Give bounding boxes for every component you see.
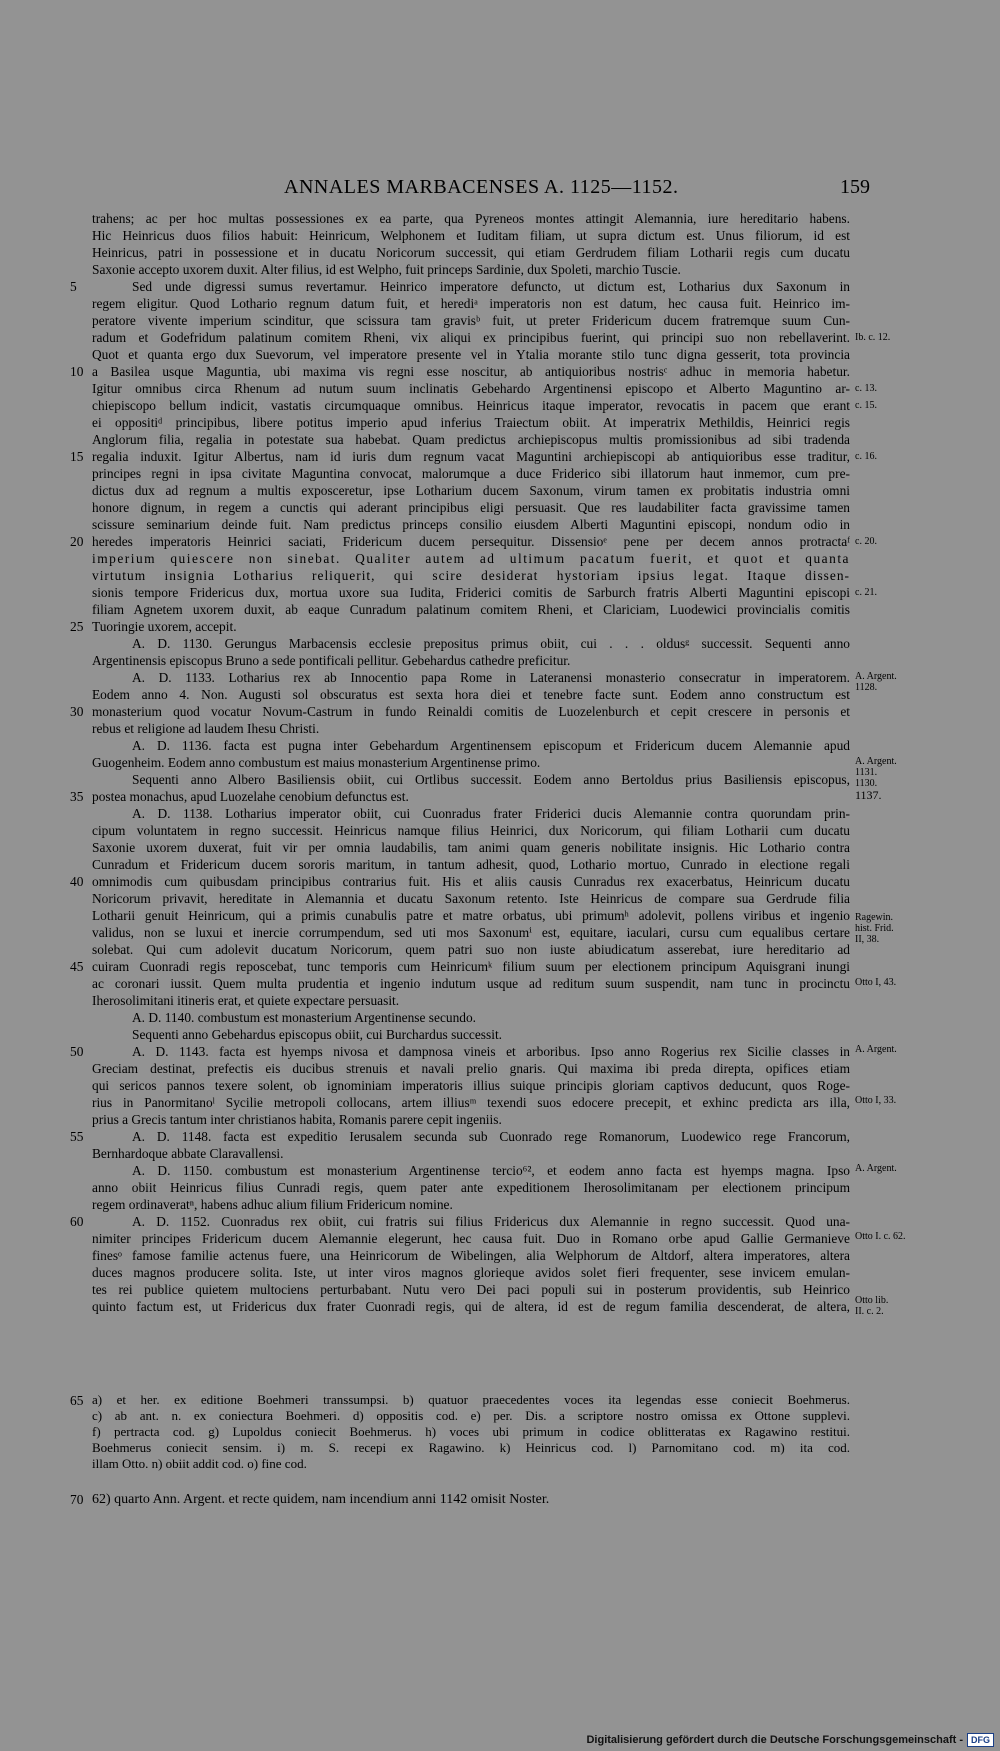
text-line: Sequenti anno Albero Basiliensis obiit, cui Ortlibus successit. Eodem anno Bertoldus prius Basiliensis episcopus, [132,772,850,787]
text-line: Guogenheim. Eodem anno combustum est maius monasterium Argentinense primo. [92,755,541,770]
sidenote: Otto I, 33. [855,1095,897,1106]
sidenote: 1137. [855,788,882,802]
line-number: 20 [70,534,84,549]
text-line: Hic Heinricus duos filios habuit: Heinricum, Welphonem et Iuditam filiam, ut supra dictum est. Unus filiorum, id est [92,228,850,243]
text-line: Tuoringie uxorem, accepit. [92,619,237,634]
text-line: Sed unde digressi sumus revertamur. Heinrico imperatore defuncto, ut dictum est, Lotharius dux Saxonum in [132,279,850,294]
footnote-line: c) ab ant. n. ex coniectura Boehmeri. d) oppositis cod. e) per. Dis. a scriptore nostro omissa ex Ottone supplevi. [92,1408,850,1423]
text-line: ei oppositiᵈ principibus, libere potitus imperio apud inferius Traiectum obiit. At imperatrix Methildis, Heinrici regis [92,415,850,430]
line-number: 50 [70,1044,84,1059]
credit-text: Digitalisierung gefördert durch die Deutsche Forschungsgemeinschaft - [586,1734,963,1746]
sidenote: c. 20. [855,536,877,547]
text-line: finesᵒ famose familie actenus fuere, una Heinricorum de Wibelingen, alia Welphorum de Altdorf, altera imperatores, altera [92,1248,850,1263]
line-number: 65 [70,1393,84,1408]
footnote-line: a) et her. ex editione Boehmeri transsumpsi. b) quatuor praecedentes voces ita legendas esse coniecit Boehmerus. [92,1392,850,1407]
text-line: omnimodis cum quibusdam principibus contrarius fuit. His et aliis causis Cunradus rex exacerbatus, Heinricum ducatu [92,874,850,889]
text-line: Lotharii genuit Heinricum, qui a primis cunabulis patre et matre orbatus, ubi primumʰ adolevit, pollens viribus et ingenio [92,908,850,923]
text-line: Quot et quanta ergo dux Suevorum, vel imperatore presente vel in Ytalia morante stilo tunc digna gesserit, tota provincia [92,347,850,362]
text-line: A. D. 1140. combustum est monasterium Argentinense secundo. [132,1010,477,1025]
text-line: validus, non se luxui et inercie corrumpendum, sed uti mos Saxonumⁱ est, equitare, iaculari, cursu cum equalibus certare [92,925,850,940]
sidenote: A. Argent. 1131. 1130. [855,756,897,789]
line-number: 30 [70,704,84,719]
text-line: postea monachus, apud Luozelahe cenobium defunctus est. [92,789,409,804]
text-line: Anglorum filia, regalia in potestate sua habebat. Quam predictus archiepiscopus multis promissionibus ad sibi tradenda [92,432,850,447]
text-line: A. D. 1133. Lotharius rex ab Innocentio papa Rome in Lateranensi monasterio consecratur in imperatorem. [132,670,850,685]
text-line: imperium quiescere non sinebat. Qualiter autem ad ultimum pacatum fuerit, et quot et quanta [92,551,850,566]
text-line: A. D. 1150. combustum est monasterium Argentinense tercio⁶², et eodem anno facta est hyemps magna. Ipso [132,1163,850,1178]
sidenote: Otto lib. II. c. 2. [855,1295,889,1317]
text-line: cuiram Cuonradi regis reposcebat, tunc temporis cum Heinricumᵏ filium suum per electionem principum Aquisgrani inungi [92,959,850,974]
line-number: 60 [70,1214,84,1229]
text-line: nimiter principes Fridericum ducem Alemannie elegerunt, hec causa fuit. Duo in Romano orbe apud Gallie Germanieve [92,1231,850,1246]
text-line: scissure seminarium deinde fuit. Nam predictus princeps consilio eiusdem Alberti Maguntini episcopi, nondum odio in [92,517,850,532]
text-line: Iherosolimitani itineris erat, et quiete expectare persuasit. [92,993,400,1008]
editorial-footnote: 62) quarto Ann. Argent. et recte quidem, nam incendium anni 1142 omisit Noster. [92,1492,550,1507]
text-line: a Basilea usque Maguntia, ubi maxima vis regni esse noscitur, ab antiquioribus nostrisᶜ adhuc in memoria habetur. [92,364,850,379]
text-line: Greciam destinat, prefectis eis ducibus strenuis et navali prelio gnaris. Qui maxima ibi preda direpta, opifices etiam [92,1061,850,1076]
text-line: tes rei publice quietem multociens perturbabant. Nutu vero Dei paci populi sui in posterum providentis, sub Heinrico [92,1282,850,1297]
text-line: virtutum insignia Lotharius reliquerit, qui scire desiderat hystoriam ipsius legat. Itaque dissen- [92,568,850,583]
text-line: rebus et religione ad laudem Ihesu Christi. [92,721,320,736]
text-line: monasterium quod vocatur Novum-Castrum in fundo Reinaldi comitis de Luozelenburch et cepit crescere in personis et [92,704,850,719]
text-line: sionis tempore Fridericus dux, mortua uxore sua Iudita, Friderici comitis de Sarburch fratris Alberti Maguntini episcopi [92,585,850,600]
text-line: anno obiit Heinricus filius Cunradi regis, quem pater ante expeditionem Iherosolimitanam per electionem principum [92,1180,850,1195]
footnote-line: Boehmerus coniecit sensim. i) m. S. recepi ex Ragawino. k) Heinricus cod. l) Parnomitano cod. m) ita cod. [92,1440,850,1455]
text-line: Bernhardoque abbate Claravallensi. [92,1146,284,1161]
sidenote: c. 13. [855,383,877,394]
text-line: heredes imperatoris Heinrici saciati, Fridericum ducem persequitur. Dissensioᵉ pene per decem annos protractaᶠ [92,534,850,549]
text-line: dictus dux ad regnum a multis exposceretur, ipse Lotharium ducem Saxonum, virum tamen ex probitatis industria omni [92,483,850,498]
text-line: principes regni in ipsa civitate Maguntina convocat, malorumque a duce Friderico sibi illatorum haut inmemor, cum pre- [92,466,850,481]
text-line: solebat. Qui cum adolevit ducatum Noricorum, quem patri suo non iuste abiudicatum asserebat, iure hereditario ad [92,942,850,957]
text-line: chiepiscopo bellum indicit, vastatis circumquaque omnibus. Heinricus itaque imperator, revocatis in pacem que erant [92,398,850,413]
text-line: regalia induxit. Igitur Albertus, nam id iuris dum regnum vacat Maguntini archiepiscopi ab antiquioribus esse traditur, [92,449,850,464]
text-line: prius a Grecis tantum inter christianos habita, Romanis parere cepit ingeniis. [92,1112,502,1127]
text-line: Igitur omnibus circa Rhenum ad nutum suum inclinatis Gebehardo Argentinensi episcopo et Alberto Maguntino ar- [92,381,850,396]
text-line: Argentinensis episcopus Bruno a sede pontificali pellitur. Gebehardus cathedre preficitur. [92,653,571,668]
line-number: 15 [70,449,84,464]
text-line: Noricorum privavit, hereditate in Alemannia et ducatu Saxonum retento. Iste Heinricus de compare sua Gerdrude filia [92,891,850,906]
text-line: trahens; ac per hoc multas possessiones ex ea parte, qua Pyreneos montes attingit Alemannia, iure hereditario habens. [92,211,850,226]
sidenote: c. 16. [855,451,877,462]
sidenote: Ragewin. hist. Frid. II, 38. [855,912,894,945]
footnote-line: illam Otto. n) obiit addit cod. o) fine cod. [92,1456,307,1471]
text-line: duces magnos producere solita. Iste, ut inter viros magnos glorieque avidos solet fieri frequenter, sese invicem emulan- [92,1265,850,1280]
text-line: Eodem anno 4. Non. Augusti sol obscuratus est sexta hora diei et tenebre facte sunt. Eodem anno constructum est [92,687,850,702]
line-number: 10 [70,364,84,379]
text-line: cipum voluntatem in regno successit. Heinricus namque filius Heinrici, dux Noricorum, qui filiam Lotharii cum ducatu [92,823,850,838]
sidenote: A. Argent. [855,1163,897,1174]
text-line: Heinricus, patri in possessione et in ducatu Noricorum successit, qui etiam Gerdrudem filiam Lotharii regis cum ducatu [92,245,850,260]
text-line: A. D. 1152. Cuonradus rex obiit, cui fratris sui filius Fridericus dux Alemannie in regno successit. Quod una- [132,1214,850,1229]
text-line: filiam Agnetem uxorem duxit, ab eaque Cunradum palatinum comitem Rheni, et Clariciam, Luodewici provincialis comitis [92,602,850,617]
text-line: regem eligitur. Quod Lothario regnum datum fuit, et herediᵃ imperatoris non est datum, hec causa fuit. Heinrico im- [92,296,850,311]
text-line: A. D. 1138. Lotharius imperator obiit, cui Cuonradus frater Friderici ducis Alemannie contra quorundam prin- [132,806,850,821]
page-number: 159 [840,176,870,198]
text-line: Cunradum et Fridericum ducem sororis maritum, in tantum adhesit, quod, Lothario mortuo, Cunrado in electione regali [92,857,850,872]
text-line: rius in Panormitanoˡ Sycilie metropoli collocans, artem illiusᵐ texendi suos edocere precepit, et exhinc predicta ars illa, [92,1095,850,1110]
line-number: 25 [70,619,84,634]
footnote-line: f) pertracta cod. g) Lupoldus coniecit Boehmerus. h) voces ubi primum in codice oblitteratas ex Ragawino restitui. [92,1424,850,1439]
text-line: peratore vivente imperium scinditur, que scissura tam gravisᵇ fuit, ut preter Fridericum ducem fratremque suum Cun- [92,313,850,328]
sidenote: c. 15. [855,400,877,411]
text-line: qui sericos pannos texere solent, ob ignominiam imperatoris illius suique principis gloriam captivos deducunt, quos Roge- [92,1078,850,1093]
digitization-credit [586,1733,994,1747]
line-number: 5 [70,279,77,294]
line-number: 35 [70,789,84,804]
text-line: regem ordinaveratⁿ, habens adhuc alium filium Fridericum nomine. [92,1197,453,1212]
text-line: Sequenti anno Gebehardus episcopus obiit, cui Burchardus successit. [132,1027,503,1042]
text-line: Saxonie uxorem duxerat, fuit vir per omnia laudabilis, tam animi quam generis nobilitate insignis. Hic Lothario contra [92,840,850,855]
text-line: Saxonie accepto uxorem duxit. Alter filius, id est Welpho, fuit princeps Sardinie, dux Spoleti, marchio Tuscie. [92,262,681,277]
running-header [90,176,870,202]
text-line: A. D. 1130. Gerungus Marbacensis ecclesie prepositus primus obiit, cui . . . oldusᵍ successit. Sequenti anno [132,636,850,651]
sidenote: A. Argent. 1128. [855,671,897,693]
sidenote: Otto I, 43. [855,977,897,988]
sidenote: c. 21. [855,587,877,598]
text-line: honore dignum, in regem a cunctis qui aderant principibus eligi persuasit. Que res laudabiliter facta gravissime tamen [92,500,850,515]
sidenote: A. Argent. [855,1044,897,1055]
text-line: ac coronari iussit. Quem multa prudentia et ingenio indutum usque ad reditum suum suspendit, nam tunc in procinctu [92,976,850,991]
text-line: quinto factum est, ut Fridericus dux frater Cuonradi regis, qui de altera, id est de regum familia descenderat, de altera, [92,1299,850,1314]
line-number: 70 [70,1492,84,1507]
line-number: 45 [70,959,84,974]
sidenote: Ib. c. 12. [855,332,891,343]
page-title: ANNALES MARBACENSES A. 1125—1152. [284,176,679,198]
line-number: 40 [70,874,84,889]
text-line: A. D. 1143. facta est hyemps nivosa et dampnosa vineis et arboribus. Ipso anno Rogerius rex Sicilie classes in [132,1044,850,1059]
line-number: 55 [70,1129,84,1144]
text-line: radum et Godefridum palatinum comitem Rheni, vix aliqui ex principibus fuerint, qui principi suo non rebellaverint. [92,330,850,345]
dfg-logo: DFG [967,1733,994,1747]
text-line: A. D. 1148. facta est expeditio Ierusalem secunda sub Cuonrado rege Romanorum, Luodewico rege Francorum, [132,1129,850,1144]
text-line: A. D. 1136. facta est pugna inter Gebehardum Argentinensem episcopum et Fridericum ducem Alemannie apud [132,738,850,753]
sidenote: Otto I. c. 62. [855,1231,906,1242]
